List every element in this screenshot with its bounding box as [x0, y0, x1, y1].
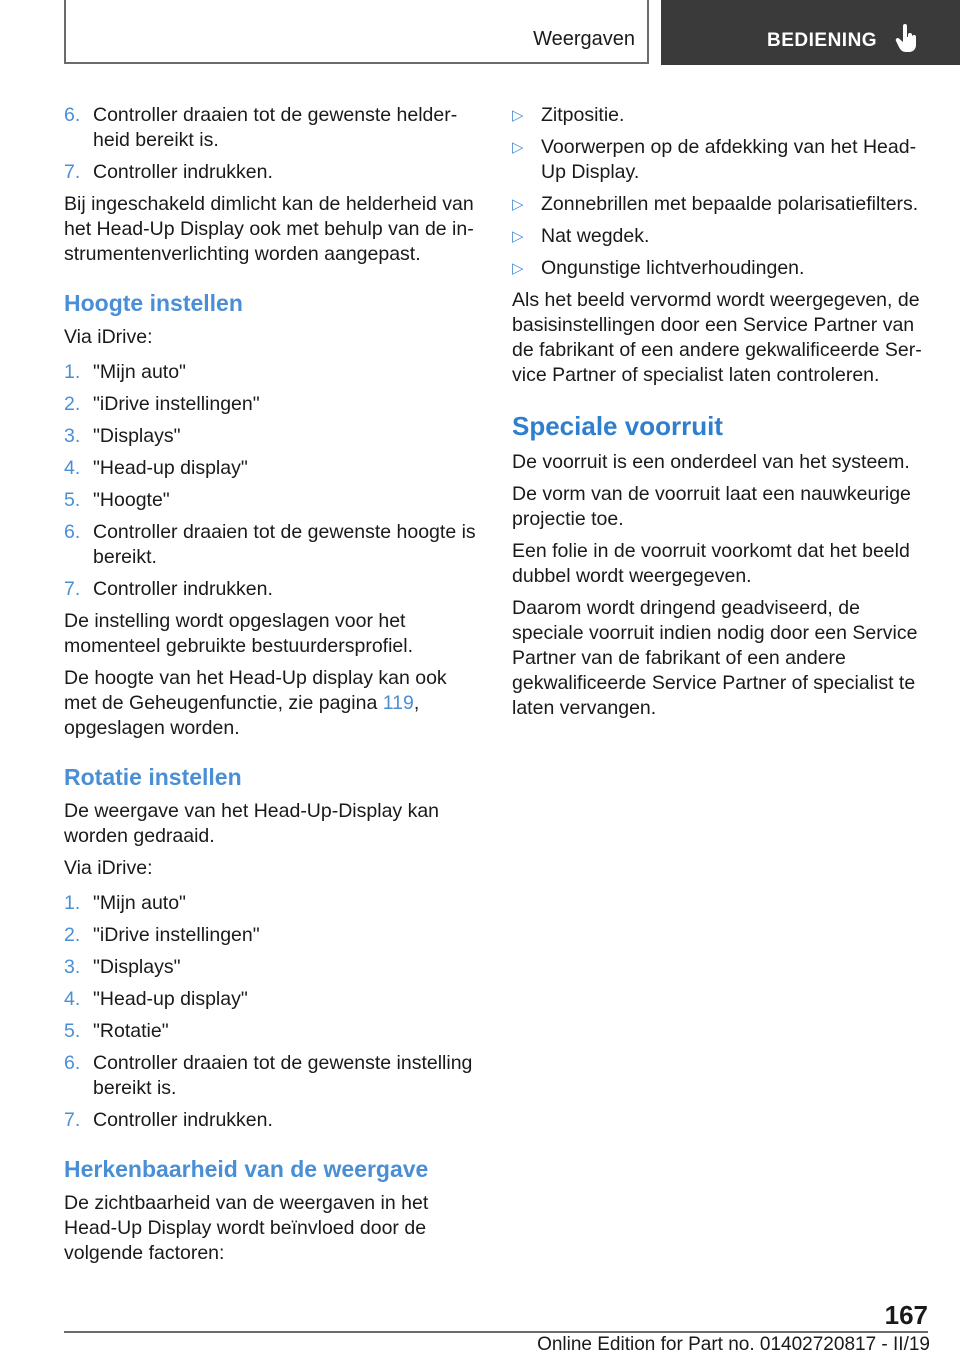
bullet-text: Zonnebrillen met bepaalde polarisatiefilters.: [541, 193, 919, 215]
list-item: [64, 392, 480, 417]
header-section-box: [64, 0, 649, 64]
list-text: "Mijn auto": [93, 892, 186, 914]
list-text: "Rotatie": [93, 1020, 169, 1042]
heading-rotation: Rotatie instellen: [64, 764, 242, 790]
bullet-item: [512, 192, 932, 217]
list-number: 7.: [64, 1109, 81, 1131]
list-item: [64, 923, 480, 948]
hand-pointer-icon: [894, 24, 920, 54]
list-item: [64, 456, 480, 481]
list-number: 3.: [64, 956, 81, 978]
list-text: "Head-up display": [93, 457, 248, 479]
list-text: "iDrive instellingen": [93, 924, 260, 946]
footer-divider: [864, 1331, 928, 1333]
via-idrive-label: Via iDrive:: [64, 857, 153, 879]
list-item: [64, 360, 480, 385]
list-item: [64, 891, 480, 916]
list-text: "iDrive instellingen": [93, 393, 260, 415]
footer-edition: Online Edition for Part no. 01402720817 - II/19: [537, 1334, 930, 1355]
list-text: Controller draaien tot de gewenste instelling bereikt is.: [93, 1052, 473, 1099]
header-section-title: Weergaven: [533, 28, 635, 50]
list-text: Controller indrukken.: [93, 578, 273, 600]
heading-visibility: Herkenbaarheid van de weergave: [64, 1156, 429, 1182]
list-item: [64, 1051, 480, 1101]
list-number: 1.: [64, 892, 81, 914]
list-text: "Displays": [93, 956, 181, 978]
bullet-item: [512, 224, 932, 249]
page-link[interactable]: 119: [382, 692, 414, 714]
triangle-bullet-icon: ▷: [512, 228, 524, 245]
paragraph: Als het beeld vervormd wordt weergegeven, de basisinstellingen door een Service Partner van de fabrikant of een andere gekwalificeerde Service Partner of specialist laten controleren.: [512, 289, 922, 386]
list-number: 6.: [64, 1052, 81, 1074]
paragraph: Daarom wordt dringend geadviseerd, de speciale voorruit indien nodig door een Service Partner van de fabrikant of een andere gekwalificeerde Service Partner of specialist te laten vervangen.: [512, 597, 918, 719]
heading-height: Hoogte instellen: [64, 290, 243, 316]
bullet-item: [512, 103, 932, 128]
list-text: Controller draaien tot de gewenste helderheid bereikt is.: [93, 104, 458, 151]
triangle-bullet-icon: ▷: [512, 196, 524, 213]
list-item: [64, 955, 480, 980]
list-item: [64, 987, 480, 1012]
list-text: Controller draaien tot de gewenste hoogte is bereikt.: [93, 521, 476, 568]
paragraph: De zichtbaarheid van de weergaven in het Head-Up Display wordt beïnvloed door de volgende factoren:: [64, 1192, 429, 1264]
via-idrive-label: Via iDrive:: [64, 326, 153, 348]
paragraph: Een folie in de voorruit voorkomt dat het beeld dubbel wordt weergegeven.: [512, 540, 910, 587]
left-column: [64, 103, 480, 1273]
list-text: "Mijn auto": [93, 361, 186, 383]
list-item: [64, 103, 480, 153]
triangle-bullet-icon: ▷: [512, 139, 524, 156]
paragraph: Bij ingeschakeld dimlicht kan de helderheid van het Head-Up Display ook met behulp van de instrumentenverlichting worden aangepast.: [64, 193, 474, 265]
bullet-item: [512, 135, 932, 185]
height-steps: [64, 360, 480, 602]
heading-windshield: Speciale voorruit: [512, 411, 723, 441]
bullet-text: Zitpositie.: [541, 104, 625, 126]
footer-divider: [64, 1331, 864, 1333]
bullet-text: Nat wegdek.: [541, 225, 650, 247]
list-number: 1.: [64, 361, 81, 383]
list-item: [64, 1108, 480, 1133]
list-text: "Displays": [93, 425, 181, 447]
bullet-text: Voorwerpen op de afdekking van het Head-Up Display.: [541, 136, 917, 183]
header-chapter-title: BEDIENING: [767, 30, 878, 51]
list-number: 3.: [64, 425, 81, 447]
paragraph: De weergave van het Head-Up-Display kan worden gedraaid.: [64, 800, 440, 847]
list-number: 4.: [64, 988, 81, 1010]
list-item: [64, 577, 480, 602]
list-number: 4.: [64, 457, 81, 479]
list-item: [64, 520, 480, 570]
list-item: [64, 1019, 480, 1044]
paragraph-text: , opgeslagen worden.: [64, 692, 420, 739]
list-number: 7.: [64, 578, 81, 600]
paragraph: [64, 666, 480, 741]
paragraph: De vorm van de voorruit laat een nauwkeurige projectie toe.: [512, 483, 911, 530]
list-item: [64, 488, 480, 513]
list-text: Controller indrukken.: [93, 1109, 273, 1131]
list-number: 6.: [64, 521, 81, 543]
list-number: 2.: [64, 393, 81, 415]
rotation-steps: [64, 891, 480, 1133]
list-text: Controller indrukken.: [93, 161, 273, 183]
header-chapter-tab: [661, 0, 960, 65]
list-item: [64, 424, 480, 449]
triangle-bullet-icon: ▷: [512, 107, 524, 124]
list-number: 5.: [64, 1020, 81, 1042]
bullet-text: Ongunstige lichtverhoudingen.: [541, 257, 805, 279]
page-number: 167: [884, 1300, 928, 1330]
right-column: [512, 103, 932, 728]
triangle-bullet-icon: ▷: [512, 260, 524, 277]
paragraph: De voorruit is een onderdeel van het systeem.: [512, 451, 910, 473]
list-number: 5.: [64, 489, 81, 511]
list-number: 2.: [64, 924, 81, 946]
list-item: [64, 160, 480, 185]
list-text: "Head-up display": [93, 988, 248, 1010]
list-number: 7.: [64, 161, 81, 183]
list-text: "Hoogte": [93, 489, 170, 511]
bullet-item: [512, 256, 932, 281]
paragraph-text: De hoogte van het Head-Up display kan ook met de Geheugenfunctie, zie pagina: [64, 667, 447, 714]
paragraph: De instelling wordt opgeslagen voor het momenteel gebruikte bestuurdersprofiel.: [64, 610, 414, 657]
list-number: 6.: [64, 104, 81, 126]
